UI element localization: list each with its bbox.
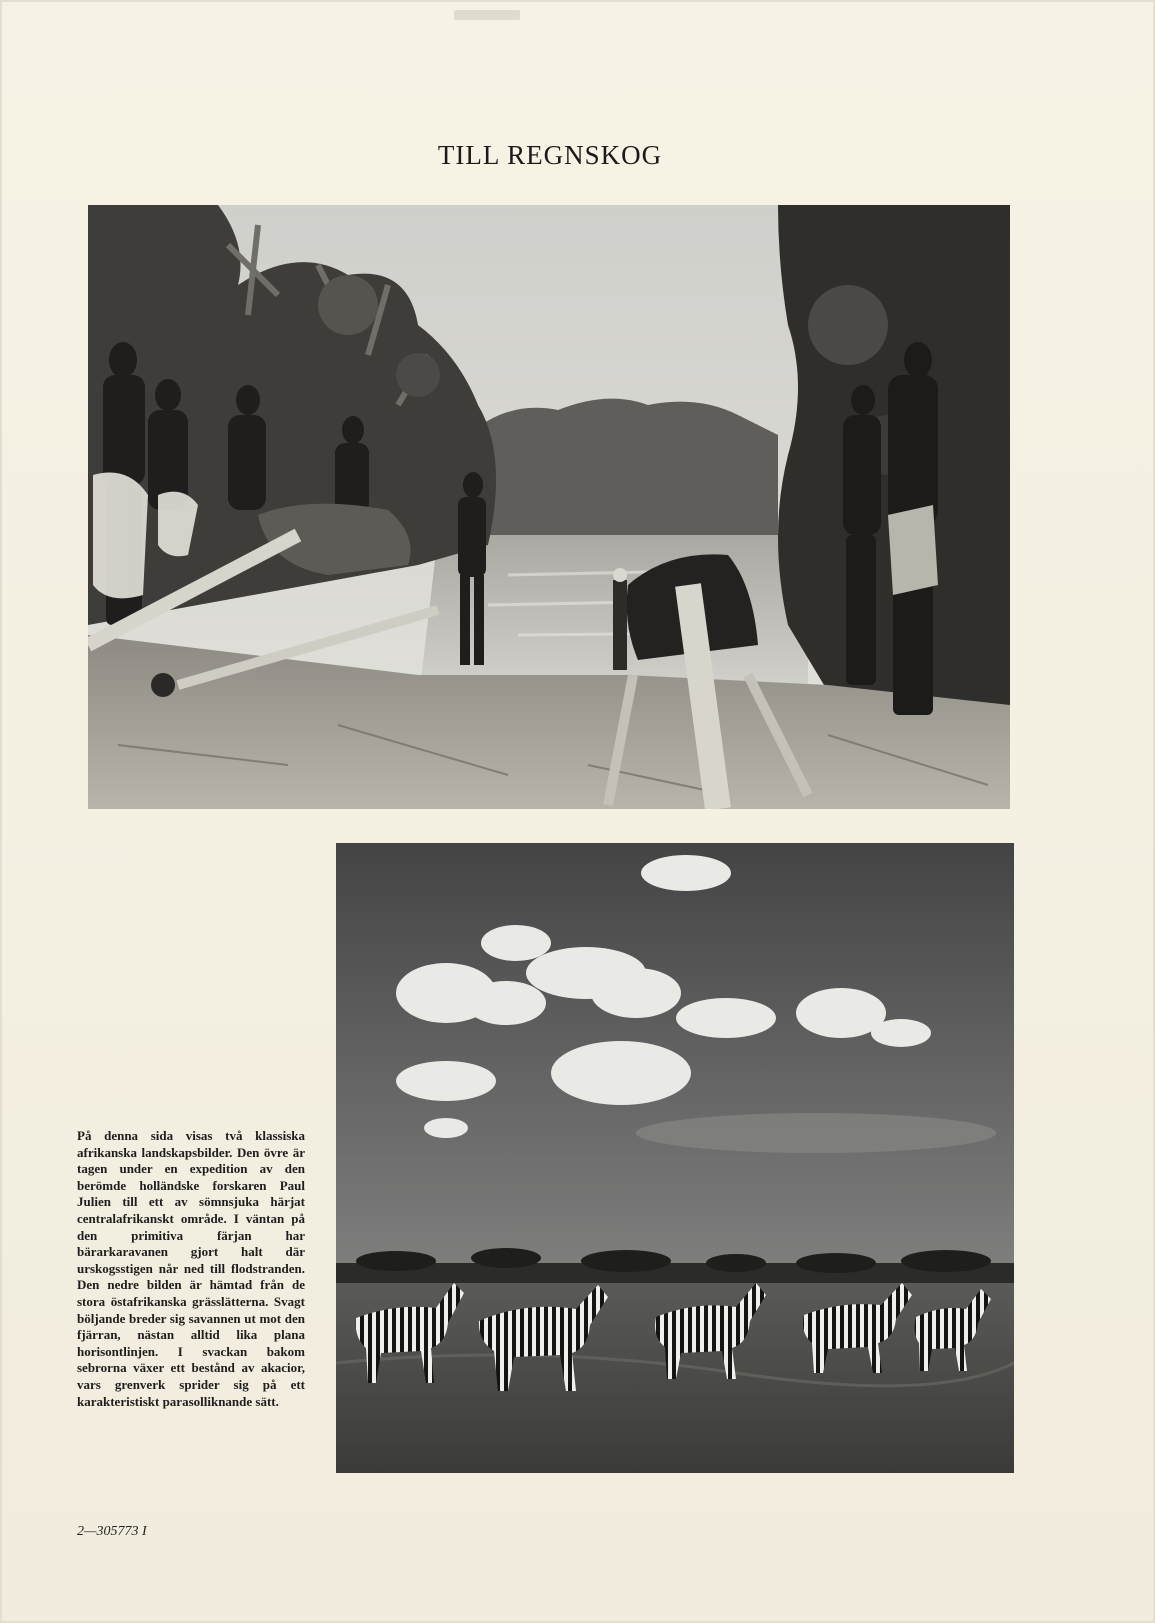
page-title: TILL REGNSKOG bbox=[437, 140, 663, 170]
savanna-zebras-photo bbox=[336, 843, 1014, 1473]
faded-stamp bbox=[452, 8, 522, 22]
print-signature: 2—305773 I bbox=[77, 1524, 147, 1539]
rainforest-river-caravan-photo bbox=[88, 205, 1010, 809]
photo-caption: På denna sida visas två klassiska afrikanska landskapsbilder. Den övre är tagen under en expedition av den berömde holländske forskaren Paul Julien till ett av sömnsjuka härjat centralafrikanskt område. I väntan på den primitiva färjan har bärarkaravanen gjort halt där urskogsstigen når ned till flodstranden. Den nedre bilden är hämtad från de stora östafrikanska grässlätterna. Svagt böljande breder sig savannen ut mot den fjärran, nästan alltid lika plana horisontlinjen. I svackan bakom sebrorna växer ett bestånd av akacior, vars grenverk sprider sig på ett karakteristiskt parasolliknande sätt. bbox=[77, 1128, 305, 1409]
